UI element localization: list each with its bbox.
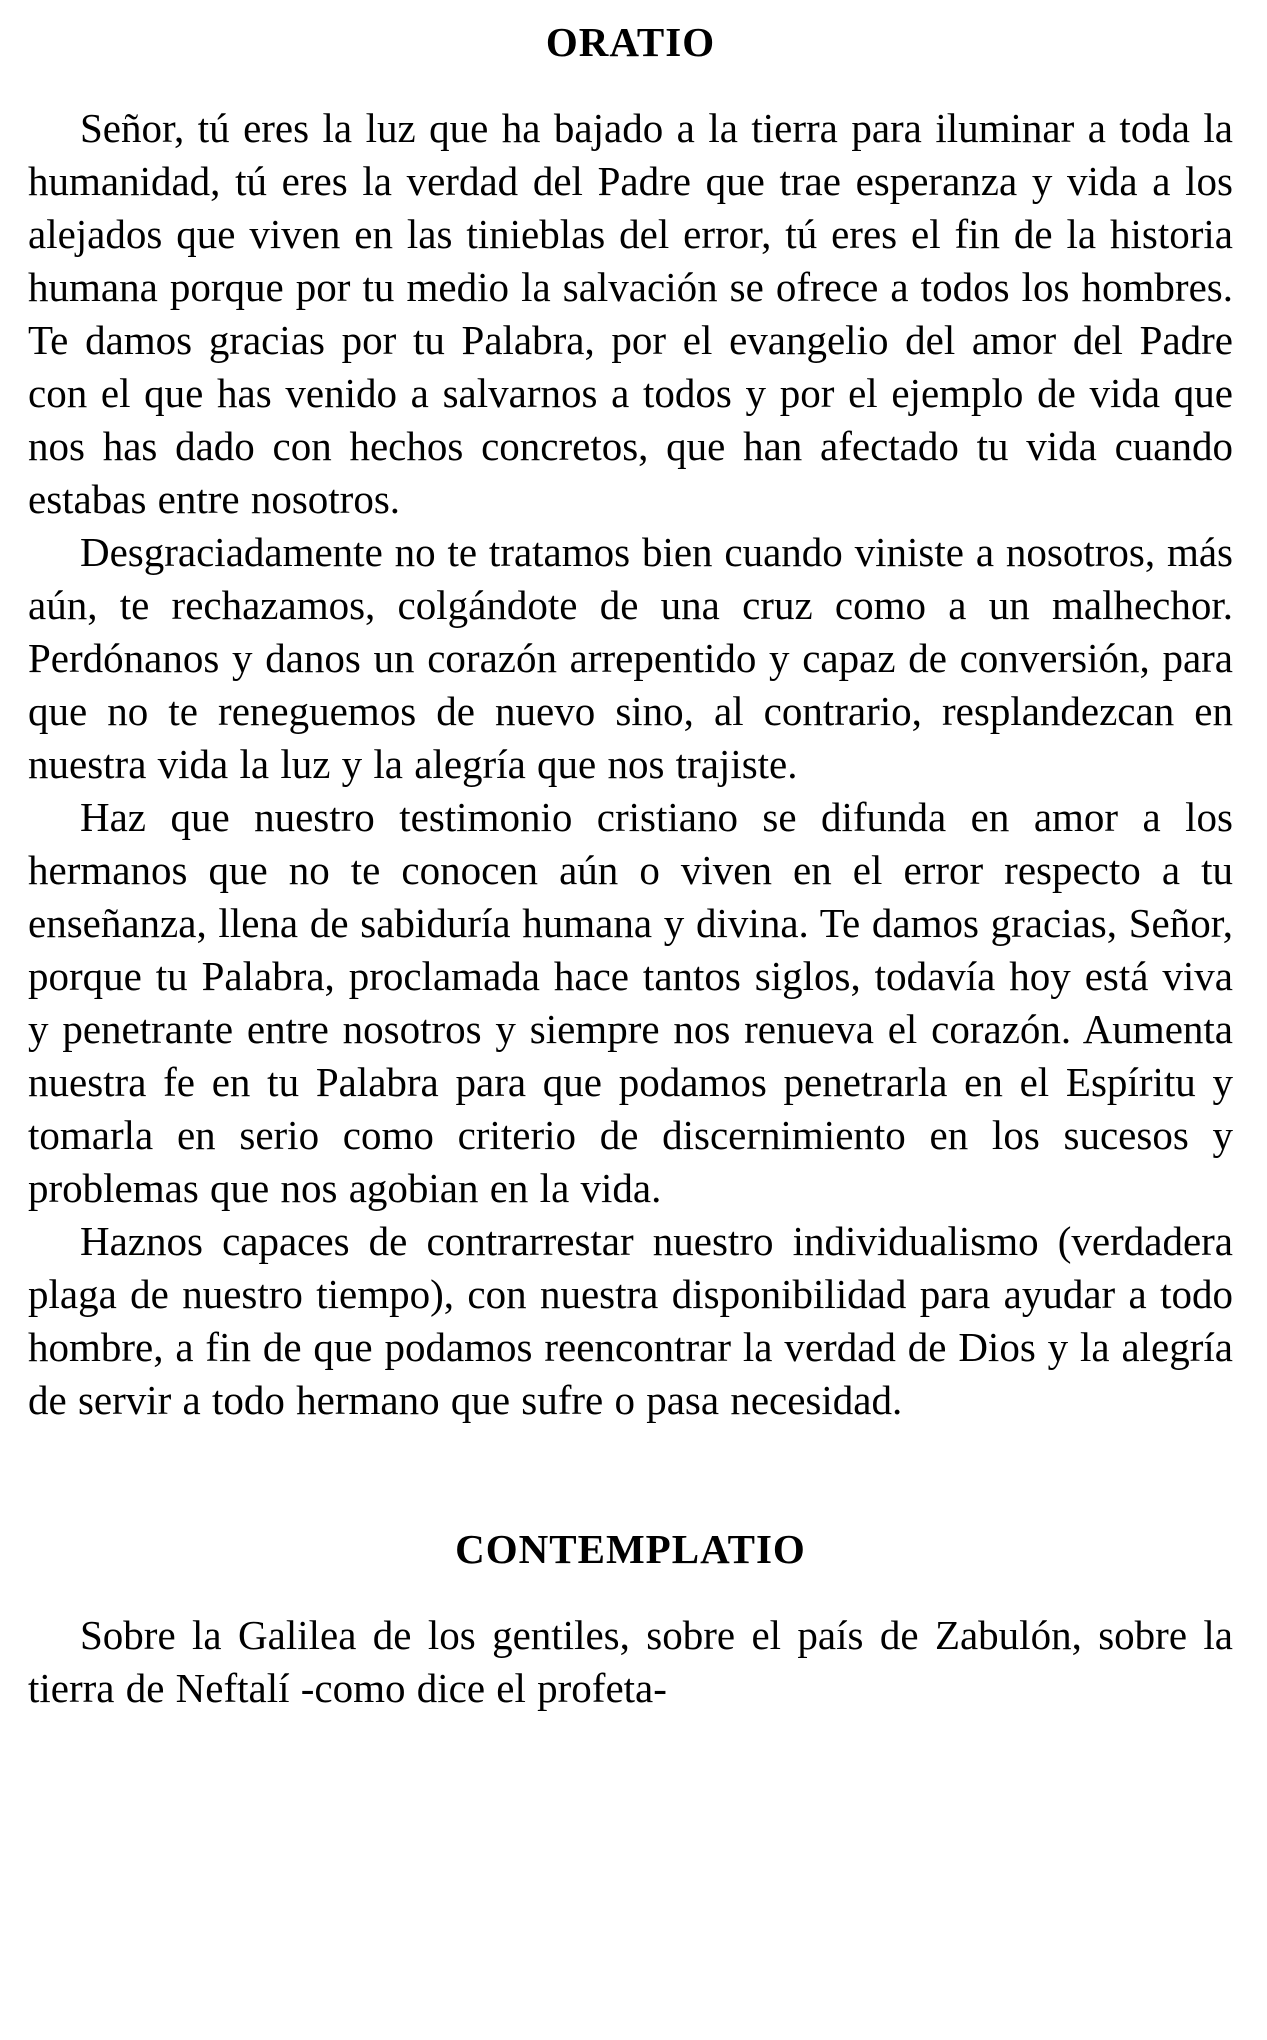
section-divider-space [28,1427,1233,1521]
title-spacing [28,70,1233,102]
contemplatio-section [28,1521,1233,1715]
section-title-contemplatio: CONTEMPLATIO [455,1526,806,1572]
paragraph: Sobre la Galilea de los gentiles, sobre el país de Zabulón, sobre la tierra de Neftalí -como dice el profeta- [28,1612,1233,1711]
paragraph: Señor, tú eres la luz que ha bajado a la tierra para iluminar a toda la humanidad, tú eres la verdad del Padre que trae esperanza y vida a los alejados que viven en las tinieblas del error, tú eres el fin de la historia humana porque por tu medio la salvación se ofrece a todos los hombres. Te damos gracias por tu Palabra, por el evangelio del amor del Padre con el que has venido a salvarnos a todos y por el ejemplo de vida que nos has dado con hechos concretos, que han afectado tu vida cuando estabas entre nosotros. [28,105,1233,522]
paragraph: Desgraciadamente no te tratamos bien cuando viniste a nosotros, más aún, te rechazamos, colgándote de una cruz como a un malhechor. Perdónanos y danos un corazón arrepentido y capaz de conversión, para que no te reneguemos de nuevo sino, al contrario, resplandezcan en nuestra vida la luz y la alegría que nos trajiste. [28,529,1233,787]
document-page [28,14,1233,1715]
section-title-oratio: ORATIO [545,19,716,65]
title-spacing [28,1577,1233,1609]
oratio-section [28,14,1233,1427]
paragraph: Haznos capaces de contrarrestar nuestro individualismo (verdadera plaga de nuestro tiempo), con nuestra disponibilidad para ayudar a todo hombre, a fin de que podamos reencontrar la verdad de Dios y la alegría de servir a todo hermano que sufre o pasa necesidad. [28,1218,1233,1423]
paragraph: Haz que nuestro testimonio cristiano se difunda en amor a los hermanos que no te conocen aún o viven en el error respecto a tu enseñanza, llena de sabiduría humana y divina. Te damos gracias, Señor, porque tu Palabra, proclamada hace tantos siglos, todavía hoy está viva y penetrante entre nosotros y siempre nos renueva el corazón. Aumenta nuestra fe en tu Palabra para que podamos penetrarla en el Espíritu y tomarla en serio como criterio de discernimiento en los sucesos y problemas que nos agobian en la vida. [28,794,1233,1211]
